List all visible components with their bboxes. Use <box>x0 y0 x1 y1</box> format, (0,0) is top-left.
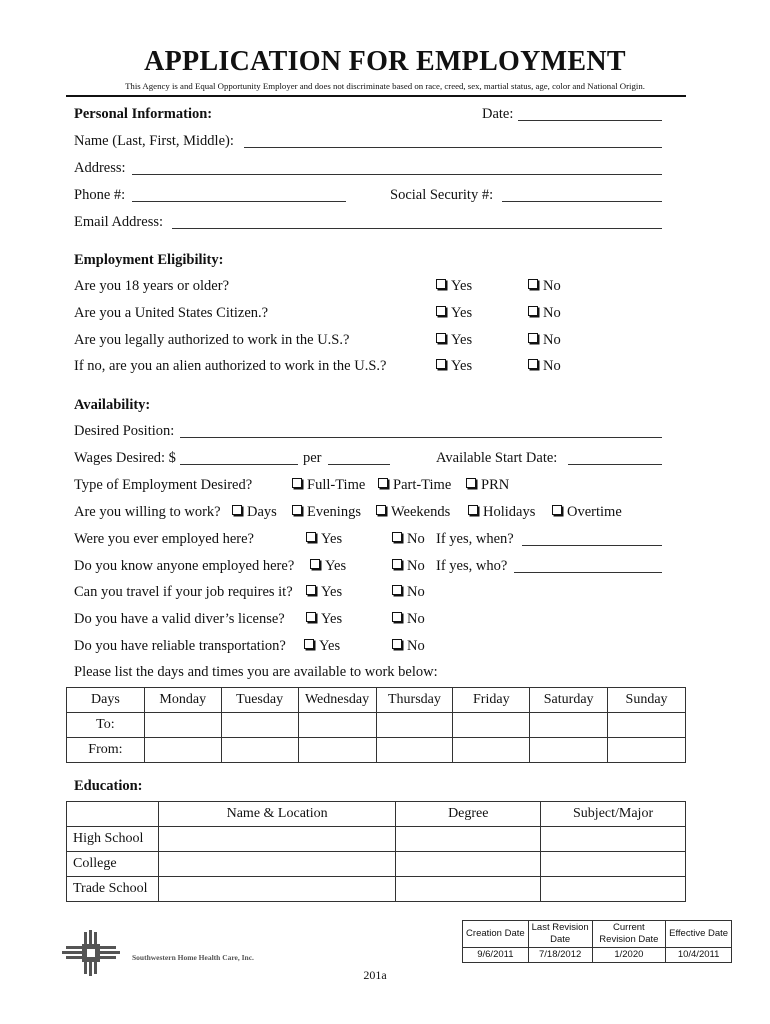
checkbox-icon[interactable] <box>306 612 316 622</box>
no-option[interactable]: No <box>528 278 561 295</box>
evenings-option[interactable]: Evenings <box>292 504 361 521</box>
part-time-option[interactable]: Part-Time <box>378 477 451 494</box>
checkbox-icon[interactable] <box>436 279 446 289</box>
checkbox-icon[interactable] <box>436 359 446 369</box>
table-cell[interactable] <box>530 738 608 763</box>
company-name: Southwestern Home Health Care, Inc. <box>132 953 254 962</box>
question-authorized: Are you legally authorized to work in the U.S.? <box>74 332 350 348</box>
wednesday-header: Wednesday <box>298 688 376 713</box>
checkbox-icon[interactable] <box>306 532 316 542</box>
no-option[interactable]: No <box>528 332 561 349</box>
availability-list-prompt: Please list the days and times you are available to work below: <box>74 664 438 680</box>
question-alien-authorized: If no, are you an alien authorized to work in the U.S.? <box>74 358 387 374</box>
table-row <box>67 877 686 902</box>
table-cell[interactable] <box>541 877 686 902</box>
yes-option[interactable]: Yes <box>436 332 472 349</box>
travel-label: Can you travel if your job requires it? <box>74 584 293 600</box>
days-header: Days <box>67 688 145 713</box>
trade-school-label: Trade School <box>67 877 159 902</box>
phone-label: Phone #: <box>74 187 126 203</box>
address-field[interactable] <box>132 174 662 175</box>
checkbox-icon[interactable] <box>304 639 314 649</box>
yes-option[interactable]: Yes <box>304 638 340 655</box>
checkbox-icon[interactable] <box>392 559 402 569</box>
table-row <box>67 827 686 852</box>
question-us-citizen: Are you a United States Citizen.? <box>74 305 269 321</box>
table-cell[interactable] <box>541 852 686 877</box>
email-label: Email Address: <box>74 214 164 230</box>
desired-position-field[interactable] <box>180 437 662 438</box>
name-field[interactable] <box>244 147 662 148</box>
name-location-header: Name & Location <box>158 802 396 827</box>
email-field[interactable] <box>172 228 662 229</box>
yes-option[interactable]: Yes <box>310 558 346 575</box>
willing-label: Are you willing to work? <box>74 504 221 520</box>
address-label: Address: <box>74 160 126 176</box>
transport-label: Do you have reliable transportation? <box>74 638 286 654</box>
table-cell <box>67 802 159 827</box>
table-cell[interactable] <box>530 713 608 738</box>
date-field[interactable] <box>518 120 662 121</box>
overtime-option[interactable]: Overtime <box>552 504 622 521</box>
saturday-header: Saturday <box>530 688 608 713</box>
no-option[interactable]: No <box>392 611 425 628</box>
yes-option[interactable]: Yes <box>436 305 472 322</box>
no-option[interactable]: No <box>392 638 425 655</box>
checkbox-icon[interactable] <box>468 505 478 515</box>
revision-table <box>462 920 732 963</box>
table-cell[interactable] <box>221 738 298 763</box>
table-row <box>67 713 686 738</box>
phone-field[interactable] <box>132 201 346 202</box>
tuesday-header: Tuesday <box>221 688 298 713</box>
if-yes-who-label: If yes, who? <box>436 558 508 574</box>
table-header-row <box>463 921 732 948</box>
table-cell[interactable] <box>144 738 221 763</box>
last-revision-header: Last Revision Date <box>528 921 592 948</box>
sunday-header: Sunday <box>608 688 686 713</box>
current-revision-header: Current Revision Date <box>592 921 666 948</box>
current-revision-value: 1/2020 <box>592 948 666 963</box>
college-label: College <box>67 852 159 877</box>
table-cell[interactable] <box>453 713 530 738</box>
checkbox-icon[interactable] <box>292 478 302 488</box>
high-school-label: High School <box>67 827 159 852</box>
no-option[interactable]: No <box>392 558 425 575</box>
date-label: Date: <box>482 106 514 122</box>
to-row-label: To: <box>67 713 145 738</box>
per-field[interactable] <box>328 464 390 465</box>
no-option[interactable]: No <box>392 584 425 601</box>
no-option[interactable]: No <box>528 358 561 375</box>
checkbox-icon[interactable] <box>378 478 388 488</box>
table-header-row <box>67 802 686 827</box>
checkbox-icon[interactable] <box>392 585 402 595</box>
education-heading: Education: <box>74 778 143 794</box>
license-label: Do you have a valid diver’s license? <box>74 611 285 627</box>
yes-option[interactable]: Yes <box>306 584 342 601</box>
availability-heading: Availability: <box>74 397 151 413</box>
table-cell[interactable] <box>158 827 396 852</box>
table-cell[interactable] <box>144 713 221 738</box>
table-header-row <box>67 688 686 713</box>
checkbox-icon[interactable] <box>528 359 538 369</box>
table-cell[interactable] <box>453 738 530 763</box>
eeo-statement: This Agency is and Equal Opportunity Employer and does not discriminate based on race, creed, sex, martial status, age, color and National Origin. <box>125 81 645 91</box>
table-cell[interactable] <box>541 827 686 852</box>
yes-option[interactable]: Yes <box>306 611 342 628</box>
know-anyone-label: Do you know anyone employed here? <box>74 558 295 574</box>
from-row-label: From: <box>67 738 145 763</box>
table-cell[interactable] <box>376 713 453 738</box>
table-cell[interactable] <box>376 738 453 763</box>
days-option[interactable]: Days <box>232 504 277 521</box>
start-date-label: Available Start Date: <box>436 450 558 466</box>
table-cell[interactable] <box>158 852 396 877</box>
employment-type-label: Type of Employment Desired? <box>74 477 253 493</box>
header-rule <box>66 95 686 97</box>
prn-option[interactable]: PRN <box>466 477 509 494</box>
checkbox-icon[interactable] <box>528 333 538 343</box>
checkbox-icon[interactable] <box>306 585 316 595</box>
creation-date-header: Creation Date <box>463 921 529 948</box>
wages-desired-label: Wages Desired: $ <box>74 450 176 466</box>
yes-option[interactable]: Yes <box>436 358 472 375</box>
checkbox-icon[interactable] <box>528 306 538 316</box>
ssn-field[interactable] <box>502 201 662 202</box>
table-cell[interactable] <box>158 877 396 902</box>
if-yes-when-label: If yes, when? <box>436 531 514 547</box>
per-label: per <box>303 450 322 466</box>
question-18-or-older: Are you 18 years or older? <box>74 278 230 294</box>
personal-info-heading: Personal Information: <box>74 106 213 122</box>
checkbox-icon[interactable] <box>552 505 562 515</box>
no-option[interactable]: No <box>528 305 561 322</box>
table-cell[interactable] <box>298 738 376 763</box>
employed-here-label: Were you ever employed here? <box>74 531 254 547</box>
table-cell[interactable] <box>298 713 376 738</box>
checkbox-icon[interactable] <box>392 639 402 649</box>
last-revision-value: 7/18/2012 <box>528 948 592 963</box>
effective-date-header: Effective Date <box>666 921 732 948</box>
checkbox-icon[interactable] <box>528 279 538 289</box>
checkbox-icon[interactable] <box>310 559 320 569</box>
thursday-header: Thursday <box>376 688 453 713</box>
checkbox-icon[interactable] <box>292 505 302 515</box>
education-table <box>66 801 686 902</box>
table-cell[interactable] <box>396 877 541 902</box>
table-cell[interactable] <box>221 713 298 738</box>
eligibility-heading: Employment Eligibility: <box>74 252 224 268</box>
creation-date-value: 9/6/2011 <box>463 948 529 963</box>
start-date-field[interactable] <box>568 464 662 465</box>
if-yes-who-field[interactable] <box>514 572 662 573</box>
table-cell[interactable] <box>396 827 541 852</box>
full-time-option[interactable]: Full-Time <box>292 477 365 494</box>
monday-header: Monday <box>144 688 221 713</box>
yes-option[interactable]: Yes <box>436 278 472 295</box>
name-label: Name (Last, First, Middle): <box>74 133 234 149</box>
checkbox-icon[interactable] <box>436 333 446 343</box>
if-yes-when-field[interactable] <box>522 545 662 546</box>
checkbox-icon[interactable] <box>376 505 386 515</box>
table-cell[interactable] <box>396 852 541 877</box>
checkbox-icon[interactable] <box>392 532 402 542</box>
table-cell[interactable] <box>608 738 686 763</box>
holidays-option[interactable]: Holidays <box>468 504 535 521</box>
ssn-label: Social Security #: <box>390 187 494 203</box>
effective-date-value: 10/4/2011 <box>666 948 732 963</box>
desired-position-label: Desired Position: <box>74 423 175 439</box>
degree-header: Degree <box>396 802 541 827</box>
table-row <box>67 738 686 763</box>
wages-field[interactable] <box>180 464 298 465</box>
table-cell[interactable] <box>608 713 686 738</box>
weekends-option[interactable]: Weekends <box>376 504 450 521</box>
table-row <box>67 852 686 877</box>
friday-header: Friday <box>453 688 530 713</box>
table-row <box>463 948 732 963</box>
yes-option[interactable]: Yes <box>306 531 342 548</box>
subject-major-header: Subject/Major <box>541 802 686 827</box>
no-option[interactable]: No <box>392 531 425 548</box>
checkbox-icon[interactable] <box>466 478 476 488</box>
availability-table <box>66 687 686 763</box>
page-title: APPLICATION FOR EMPLOYMENT <box>144 46 626 77</box>
checkbox-icon[interactable] <box>232 505 242 515</box>
checkbox-icon[interactable] <box>392 612 402 622</box>
page-number: 201a <box>363 968 387 982</box>
checkbox-icon[interactable] <box>436 306 446 316</box>
